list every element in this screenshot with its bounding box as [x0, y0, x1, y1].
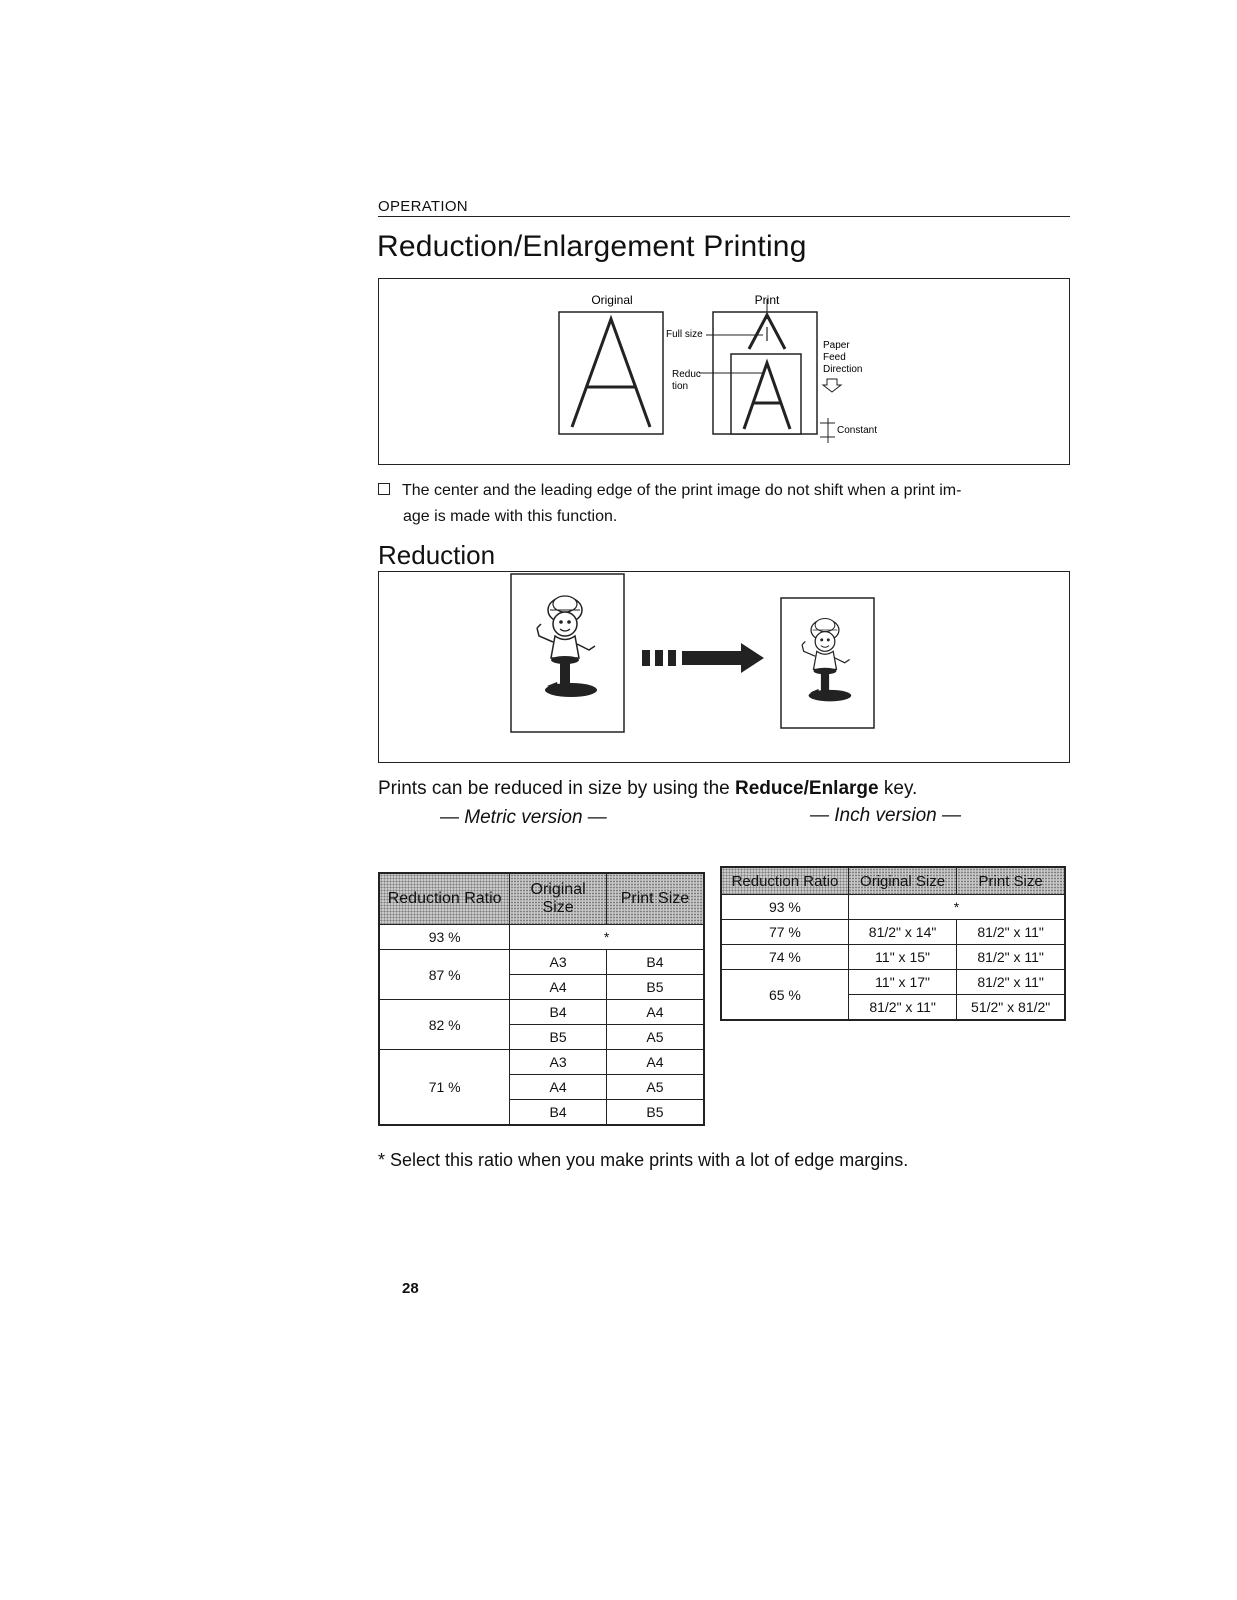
table-row: 65 % 11" x 17" 81/2" x 11" — [721, 970, 1065, 995]
original-size-column-header: Original Size — [848, 867, 956, 895]
table-row: 93 % * — [379, 925, 704, 950]
table-row: 93 % * — [721, 895, 1065, 920]
note-paragraph: The center and the leading edge of the print image do not shift when a print im- age is made with this function. — [378, 478, 1068, 530]
footnote-mark: * — [510, 925, 704, 950]
original-size-column-header: Original Size — [510, 873, 607, 925]
metric-ratio-table — [378, 872, 705, 1126]
table-row: 77 % 81/2" x 14" 81/2" x 11" — [721, 920, 1065, 945]
table-header-row — [379, 873, 704, 925]
original-cartoon-icon — [537, 596, 597, 697]
page-title: Reduction/Enlargement Printing — [377, 230, 807, 263]
table-row: B5 A5 — [379, 1025, 704, 1050]
ratio-column-header: Reduction Ratio — [379, 873, 510, 925]
checkbox-bullet-icon — [378, 483, 390, 495]
print-size-column-header: Print Size — [606, 873, 704, 925]
reduction-heading: Reduction — [378, 540, 496, 570]
footnote: * Select this ratio when you make prints with a lot of edge margins. — [378, 1150, 909, 1170]
inch-ratio-table — [720, 866, 1066, 1021]
table-row: A4 A5 — [379, 1075, 704, 1100]
reduction-label-line1: Reduc — [672, 369, 701, 380]
table-row: A4 B5 — [379, 975, 704, 1000]
full-size-label: Full size — [666, 329, 703, 340]
feed-label: Feed — [823, 352, 846, 363]
reduction-illustration — [378, 571, 1070, 763]
footnote-mark: * — [848, 895, 1065, 920]
reduce-enlarge-key-label: Reduce/Enlarge — [734, 778, 879, 799]
print-label: Print — [754, 293, 780, 307]
table-row: 74 % 11" x 15" 81/2" x 11" — [721, 945, 1065, 970]
reduced-cartoon-icon — [802, 619, 851, 702]
section-rule — [378, 216, 1070, 217]
reduction-intro: Prints can be reduced in size by using the Reduce/Enlarge key. — [378, 778, 918, 799]
reduce-arrow-icon — [682, 643, 764, 673]
constant-label: Constant — [837, 425, 878, 436]
feed-direction-arrow-icon — [823, 379, 841, 392]
table-header-row — [721, 867, 1065, 895]
direction-label: Direction — [823, 364, 863, 375]
metric-version-label: — Metric version — — [440, 807, 607, 828]
table-row: 87 % A3 B4 — [379, 950, 704, 975]
reduction-label-line2: tion — [672, 381, 689, 392]
table-row: B4 B5 — [379, 1100, 704, 1126]
inch-version-label: — Inch version — — [810, 805, 961, 826]
paper-label: Paper — [823, 340, 850, 351]
print-size-column-header: Print Size — [957, 867, 1065, 895]
reduction-enlargement-diagram — [378, 278, 1070, 465]
page-number: 28 — [402, 1280, 419, 1297]
original-letter-a-icon — [572, 319, 650, 427]
original-label: Original — [591, 293, 633, 307]
section-label: OPERATION — [378, 198, 468, 215]
ratio-column-header: Reduction Ratio — [721, 867, 848, 895]
table-row: 71 % A3 A4 — [379, 1050, 704, 1075]
table-row: 81/2" x 11" 51/2" x 81/2" — [721, 995, 1065, 1021]
table-row: 82 % B4 A4 — [379, 1000, 704, 1025]
